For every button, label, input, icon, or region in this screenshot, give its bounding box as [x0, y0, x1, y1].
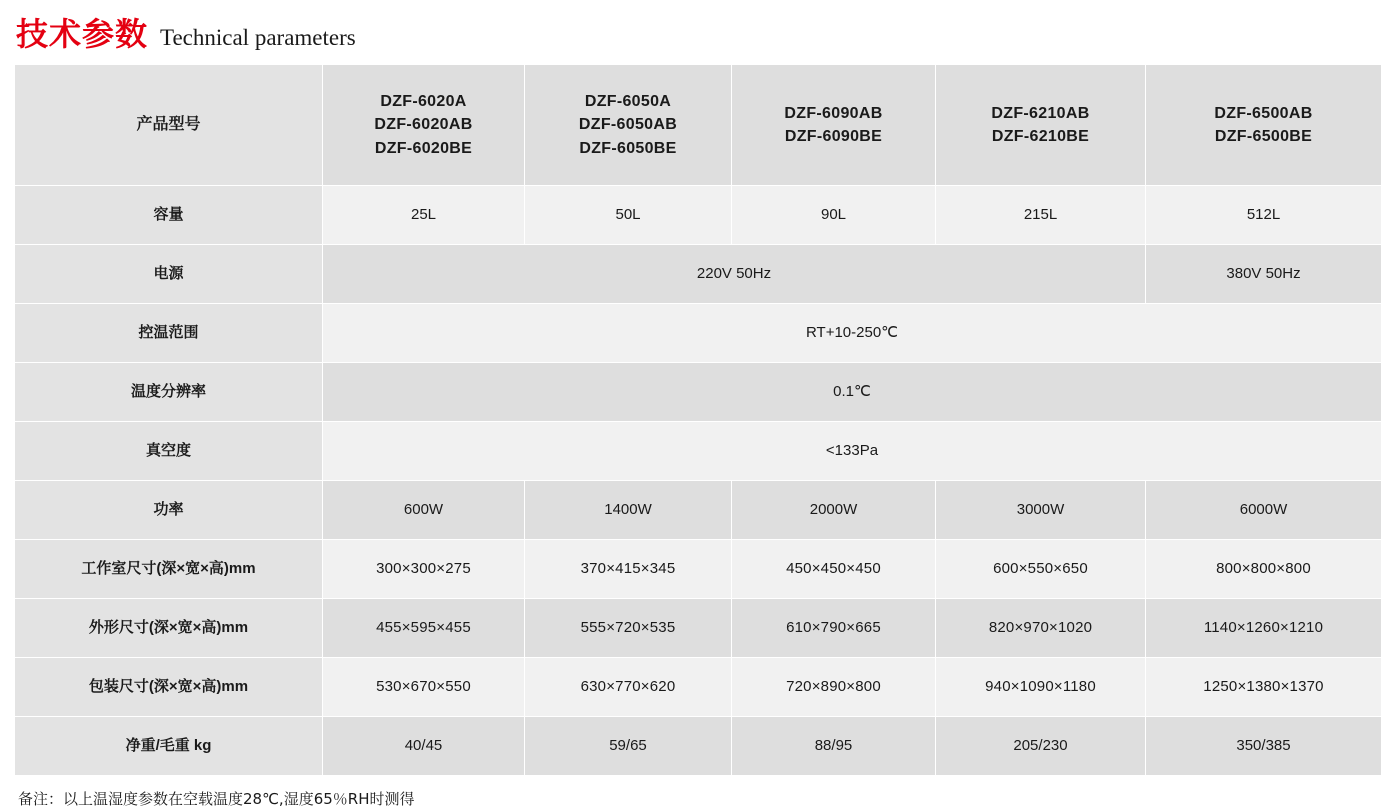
value-cell: 600×550×650 — [936, 540, 1146, 599]
value-cell: 59/65 — [525, 717, 732, 776]
model-line: DZF-6210AB — [991, 104, 1090, 122]
row-label: 外形尺寸(深×宽×高)mm — [15, 599, 323, 658]
table-row — [15, 65, 1382, 186]
table-row — [15, 422, 1382, 481]
model-line: DZF-6020A — [380, 93, 467, 111]
value-cell: 450×450×450 — [732, 540, 936, 599]
value-cell: 1250×1380×1370 — [1146, 658, 1382, 717]
value-cell: 512L — [1146, 186, 1382, 245]
page-title-cn: 技术参数 — [16, 15, 149, 53]
value-cell: 720×890×800 — [732, 658, 936, 717]
table-row — [15, 363, 1382, 422]
model-cell — [936, 65, 1146, 186]
model-line: DZF-6090BE — [784, 128, 883, 145]
value-cell: RT+10-250℃ — [323, 304, 1382, 363]
value-cell: 530×670×550 — [323, 658, 525, 717]
row-label: 容量 — [15, 186, 323, 245]
row-label: 功率 — [15, 481, 323, 540]
model-line: DZF-6210BE — [991, 128, 1090, 145]
row-label: 控温范围 — [15, 304, 323, 363]
row-label: 包装尺寸(深×宽×高)mm — [15, 658, 323, 717]
technical-parameters-table — [14, 64, 1382, 776]
table-row — [15, 304, 1382, 363]
page-title — [14, 10, 1381, 64]
row-label: 产品型号 — [15, 65, 323, 186]
model-line: DZF-6050A — [584, 93, 672, 111]
table-row — [15, 717, 1382, 776]
value-cell: 455×595×455 — [323, 599, 525, 658]
value-cell: 50L — [525, 186, 732, 245]
value-cell: 90L — [732, 186, 936, 245]
table-row — [15, 245, 1382, 304]
value-cell: <133Pa — [323, 422, 1382, 481]
value-cell: 940×1090×1180 — [936, 658, 1146, 717]
model-line: DZF-6020BE — [374, 139, 473, 157]
value-cell: 1400W — [525, 481, 732, 540]
model-line: DZF-6020AB — [374, 116, 473, 134]
value-cell: 800×800×800 — [1146, 540, 1382, 599]
value-cell: 25L — [323, 186, 525, 245]
value-cell: 600W — [323, 481, 525, 540]
value-cell: 40/45 — [323, 717, 525, 776]
model-cell — [1146, 65, 1382, 186]
table-row — [15, 481, 1382, 540]
value-cell: 630×770×620 — [525, 658, 732, 717]
model-cell — [525, 65, 732, 186]
value-cell: 6000W — [1146, 481, 1382, 540]
table-row — [15, 599, 1382, 658]
table-footnote: 备注：以上温湿度参数在空载温度28℃,湿度65％RH时测得 — [18, 790, 415, 808]
value-cell: 555×720×535 — [525, 599, 732, 658]
value-cell: 820×970×1020 — [936, 599, 1146, 658]
model-line: DZF-6500AB — [1214, 104, 1313, 122]
value-cell: 88/95 — [732, 717, 936, 776]
model-line: DZF-6090AB — [784, 104, 883, 122]
value-cell: 300×300×275 — [323, 540, 525, 599]
row-label: 真空度 — [15, 422, 323, 481]
row-label: 工作室尺寸(深×宽×高)mm — [15, 540, 323, 599]
value-cell: 220V 50Hz — [323, 245, 1146, 304]
value-cell: 215L — [936, 186, 1146, 245]
table-row — [15, 186, 1382, 245]
page-title-en: Technical parameters — [160, 25, 356, 50]
table-row — [15, 658, 1382, 717]
row-label: 净重/毛重 kg — [15, 717, 323, 776]
model-line: DZF-6500BE — [1214, 128, 1313, 145]
value-cell: 1140×1260×1210 — [1146, 599, 1382, 658]
value-cell: 0.1℃ — [323, 363, 1382, 422]
table-row — [15, 540, 1382, 599]
value-cell: 2000W — [732, 481, 936, 540]
value-cell: 205/230 — [936, 717, 1146, 776]
value-cell: 380V 50Hz — [1146, 245, 1382, 304]
value-cell: 350/385 — [1146, 717, 1382, 776]
value-cell: 370×415×345 — [525, 540, 732, 599]
value-cell: 610×790×665 — [732, 599, 936, 658]
model-cell — [732, 65, 936, 186]
model-line: DZF-6050BE — [579, 139, 677, 157]
value-cell: 3000W — [936, 481, 1146, 540]
model-line: DZF-6050AB — [578, 116, 678, 134]
row-label: 温度分辨率 — [15, 363, 323, 422]
row-label: 电源 — [15, 245, 323, 304]
model-cell — [323, 65, 525, 186]
